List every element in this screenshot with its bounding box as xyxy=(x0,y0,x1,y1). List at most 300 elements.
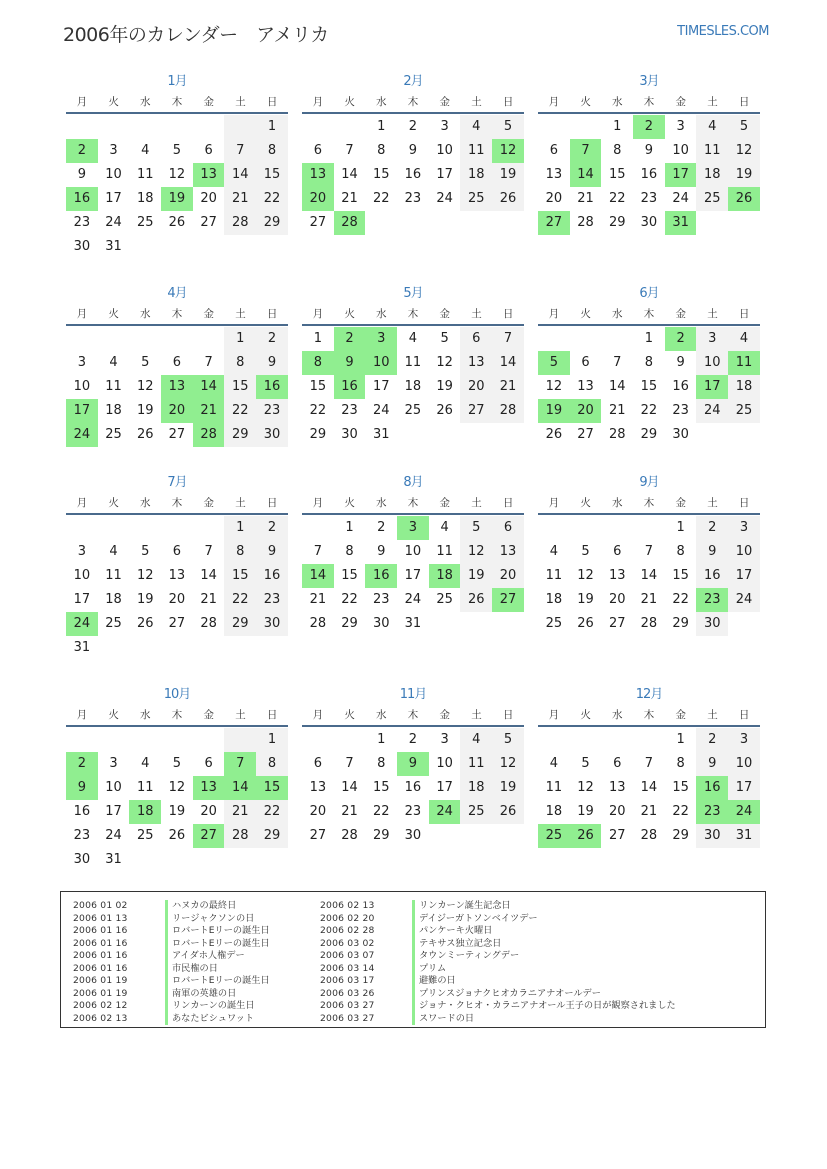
day-cell: 6 xyxy=(581,355,590,370)
day-cell: 22 xyxy=(372,804,390,819)
day-cell: 7 xyxy=(644,756,654,771)
day-cell: 5 xyxy=(492,728,524,752)
weekday-label: 火 xyxy=(580,308,591,320)
weekday-label: 金 xyxy=(439,497,450,509)
day-cell: 9 xyxy=(377,544,386,559)
day-cell: 25 xyxy=(404,403,422,418)
weekday-label: 日 xyxy=(266,709,278,721)
legend-marker xyxy=(412,975,415,988)
day-cell: 4 xyxy=(408,331,418,346)
day-cell: 11 xyxy=(460,752,492,776)
day-cell: 26 xyxy=(436,403,453,418)
day-cell: 4 xyxy=(549,756,558,771)
holiday-day-cell: 2 xyxy=(66,139,98,163)
day-cell: 2 xyxy=(696,728,728,752)
day-grid xyxy=(302,516,524,636)
day-cell: 21 xyxy=(341,191,358,206)
day-cell: 10 xyxy=(436,756,453,771)
day-cell: 23 xyxy=(404,804,422,819)
legend-row xyxy=(73,913,270,926)
legend-holiday-name: ロバートEリーの誕生日 xyxy=(172,925,270,936)
weekday-header xyxy=(538,304,760,326)
holiday-day-cell: 20 xyxy=(302,187,334,211)
day-cell: 29 xyxy=(608,215,626,230)
weekday-label: 木 xyxy=(407,308,419,320)
weekday-label: 火 xyxy=(580,497,591,509)
day-cell: 18 xyxy=(696,163,728,187)
holiday-day-cell: 9 xyxy=(397,752,429,776)
weekday-label: 日 xyxy=(502,308,514,320)
empty-day-cell xyxy=(570,728,602,752)
day-cell: 24 xyxy=(728,588,760,612)
holiday-day-cell: 3 xyxy=(365,327,397,351)
weekday-label: 月 xyxy=(76,497,88,509)
day-cell: 9 xyxy=(256,540,288,564)
day-cell: 19 xyxy=(728,163,760,187)
empty-day-cell xyxy=(633,516,665,540)
day-cell: 20 xyxy=(200,191,217,206)
empty-day-cell xyxy=(538,115,570,139)
day-cell: 3 xyxy=(676,119,685,134)
month-title: 12月 xyxy=(635,687,663,702)
day-cell: 21 xyxy=(640,804,658,819)
legend-holiday-name: タウンミーティングデー xyxy=(419,950,520,961)
empty-day-cell xyxy=(334,115,366,139)
holiday-day-cell: 15 xyxy=(256,776,288,800)
day-cell: 14 xyxy=(341,167,358,182)
day-cell: 23 xyxy=(372,592,390,607)
legend-marker xyxy=(165,913,168,926)
legend-date: 2006 01 19 xyxy=(73,987,128,999)
weekday-label: 日 xyxy=(502,96,514,108)
day-cell: 9 xyxy=(644,143,654,158)
holiday-legend xyxy=(60,891,766,1028)
day-cell: 1 xyxy=(676,732,685,747)
day-cell: 25 xyxy=(696,187,728,211)
month-block xyxy=(538,74,760,235)
day-cell: 11 xyxy=(696,139,728,163)
holiday-day-cell: 14 xyxy=(193,375,225,399)
day-cell: 21 xyxy=(577,191,594,206)
legend-row xyxy=(320,988,676,1001)
day-cell: 4 xyxy=(460,728,492,752)
day-cell: 22 xyxy=(256,800,288,824)
day-cell: 8 xyxy=(224,540,256,564)
weekday-label: 日 xyxy=(266,497,278,509)
legend-date: 2006 02 12 xyxy=(73,1000,128,1011)
weekday-label: 月 xyxy=(76,308,88,320)
empty-day-cell xyxy=(161,115,193,139)
day-cell: 6 xyxy=(204,143,213,158)
day-cell: 18 xyxy=(460,163,492,187)
weekday-label: 土 xyxy=(471,96,482,108)
day-cell: 9 xyxy=(256,351,288,375)
day-cell: 18 xyxy=(136,191,154,206)
day-cell: 16 xyxy=(256,564,288,588)
day-cell: 20 xyxy=(608,804,626,819)
holiday-day-cell: 21 xyxy=(193,399,225,423)
day-cell: 4 xyxy=(141,143,150,158)
weekday-label: 金 xyxy=(203,709,214,721)
weekday-label: 木 xyxy=(643,709,655,721)
month-block xyxy=(302,687,524,848)
holiday-day-cell: 18 xyxy=(429,564,461,588)
day-cell: 28 xyxy=(341,828,358,843)
weekday-label: 水 xyxy=(140,709,151,721)
day-cell: 19 xyxy=(168,804,186,819)
day-cell: 8 xyxy=(377,756,386,771)
day-cell: 22 xyxy=(640,403,658,418)
weekday-label: 金 xyxy=(439,709,450,721)
day-cell: 27 xyxy=(309,828,327,843)
day-cell: 7 xyxy=(644,544,654,559)
day-cell: 7 xyxy=(204,355,213,370)
legend-marker xyxy=(412,925,415,938)
day-cell: 4 xyxy=(696,115,728,139)
weekday-header xyxy=(302,493,524,515)
holiday-day-cell: 9 xyxy=(334,351,366,375)
day-cell: 14 xyxy=(492,351,524,375)
legend-row xyxy=(320,938,676,951)
weekday-label: 月 xyxy=(76,96,88,108)
day-cell: 28 xyxy=(224,211,256,235)
day-cell: 21 xyxy=(640,592,658,607)
month-title: 6月 xyxy=(639,286,659,301)
day-cell: 23 xyxy=(256,588,288,612)
day-cell: 5 xyxy=(172,756,182,771)
holiday-day-cell: 16 xyxy=(365,564,397,588)
day-cell: 10 xyxy=(404,544,422,559)
weekday-label: 水 xyxy=(376,308,387,320)
day-cell: 16 xyxy=(640,167,658,182)
month-block xyxy=(66,687,288,872)
legend-row xyxy=(320,1013,676,1026)
weekday-label: 土 xyxy=(707,709,718,721)
legend-marker xyxy=(165,938,168,951)
empty-day-cell xyxy=(538,728,570,752)
weekday-label: 水 xyxy=(612,497,623,509)
day-cell: 18 xyxy=(404,379,422,394)
legend-marker xyxy=(412,950,415,963)
legend-date: 2006 01 13 xyxy=(73,912,128,924)
day-cell: 8 xyxy=(676,756,685,771)
weekday-label: 土 xyxy=(471,709,482,721)
weekday-label: 日 xyxy=(738,709,750,721)
legend-row xyxy=(73,925,270,938)
day-cell: 11 xyxy=(136,780,154,795)
day-cell: 23 xyxy=(73,828,91,843)
weekday-header xyxy=(66,705,288,727)
weekday-label: 金 xyxy=(675,497,686,509)
month-block xyxy=(538,475,760,636)
day-cell: 31 xyxy=(105,852,122,867)
month-title: 9月 xyxy=(639,475,659,490)
weekday-label: 水 xyxy=(376,497,387,509)
weekday-label: 金 xyxy=(203,308,214,320)
day-cell: 20 xyxy=(608,592,626,607)
weekday-label: 木 xyxy=(407,96,419,108)
legend-marker xyxy=(165,1000,168,1013)
day-cell: 25 xyxy=(136,215,154,230)
weekday-label: 土 xyxy=(235,308,246,320)
legend-marker xyxy=(165,925,168,938)
weekday-label: 木 xyxy=(643,96,655,108)
day-cell: 22 xyxy=(672,804,689,819)
weekday-label: 金 xyxy=(439,308,450,320)
day-cell: 13 xyxy=(577,379,594,394)
day-cell: 30 xyxy=(73,852,91,867)
weekday-label: 木 xyxy=(407,709,419,721)
day-cell: 30 xyxy=(696,824,728,848)
weekday-header xyxy=(538,92,760,114)
weekday-label: 木 xyxy=(171,497,183,509)
empty-day-cell xyxy=(538,516,570,540)
legend-holiday-name: リンカーン誕生記念日 xyxy=(419,900,511,911)
day-cell: 22 xyxy=(608,191,626,206)
weekday-header xyxy=(66,92,288,114)
empty-day-cell xyxy=(224,728,256,752)
day-cell: 14 xyxy=(224,163,256,187)
legend-holiday-name: デイジーガトソンベイツデー xyxy=(419,912,538,924)
empty-day-cell xyxy=(570,115,602,139)
day-cell: 13 xyxy=(608,780,626,795)
holiday-day-cell: 16 xyxy=(696,776,728,800)
weekday-label: 日 xyxy=(738,308,750,320)
day-cell: 28 xyxy=(640,828,658,843)
legend-column-right xyxy=(320,900,676,1025)
day-cell: 11 xyxy=(136,167,154,182)
day-cell: 1 xyxy=(224,327,256,351)
day-cell: 6 xyxy=(549,143,558,158)
day-cell: 21 xyxy=(341,804,358,819)
holiday-day-cell: 3 xyxy=(397,516,429,540)
day-cell: 10 xyxy=(73,568,91,583)
day-cell: 29 xyxy=(341,616,358,631)
weekday-label: 金 xyxy=(203,96,214,108)
legend-holiday-name: ロバートEリーの誕生日 xyxy=(172,975,270,986)
holiday-day-cell: 23 xyxy=(696,800,728,824)
day-cell: 19 xyxy=(460,564,492,588)
day-cell: 13 xyxy=(168,568,186,583)
holiday-day-cell: 11 xyxy=(728,351,760,375)
day-cell: 6 xyxy=(313,143,322,158)
legend-row xyxy=(320,975,676,988)
day-cell: 26 xyxy=(136,427,154,442)
day-grid xyxy=(302,115,524,235)
legend-date: 2006 02 20 xyxy=(320,912,375,924)
day-cell: 17 xyxy=(404,568,422,583)
day-cell: 20 xyxy=(545,191,563,206)
day-cell: 6 xyxy=(613,756,622,771)
weekday-label: 土 xyxy=(471,308,482,320)
day-grid xyxy=(66,728,288,872)
day-cell: 7 xyxy=(313,544,322,559)
holiday-day-cell: 24 xyxy=(66,612,98,636)
day-cell: 25 xyxy=(728,399,760,423)
day-cell: 8 xyxy=(256,752,288,776)
empty-day-cell xyxy=(224,115,256,139)
day-cell: 17 xyxy=(436,167,453,182)
day-cell: 11 xyxy=(460,139,492,163)
day-grid xyxy=(66,327,288,447)
holiday-day-cell: 7 xyxy=(570,139,602,163)
day-cell: 21 xyxy=(200,592,217,607)
weekday-label: 日 xyxy=(266,96,278,108)
day-cell: 1 xyxy=(377,732,386,747)
legend-date: 2006 01 02 xyxy=(73,900,128,911)
empty-day-cell xyxy=(601,516,633,540)
legend-column-left xyxy=(73,900,270,1025)
day-cell: 25 xyxy=(105,427,122,442)
legend-date: 2006 03 27 xyxy=(320,1000,375,1011)
day-cell: 15 xyxy=(672,780,689,795)
day-cell: 9 xyxy=(408,143,418,158)
day-cell: 14 xyxy=(341,780,358,795)
day-cell: 18 xyxy=(728,375,760,399)
legend-date: 2006 01 16 xyxy=(73,962,128,974)
empty-day-cell xyxy=(302,728,334,752)
month-block xyxy=(302,286,524,447)
month-title: 5月 xyxy=(403,286,423,301)
empty-day-cell xyxy=(66,516,98,540)
day-grid xyxy=(302,728,524,848)
weekday-label: 水 xyxy=(140,308,151,320)
day-cell: 19 xyxy=(492,776,524,800)
weekday-label: 木 xyxy=(407,497,419,509)
holiday-day-cell: 17 xyxy=(66,399,98,423)
legend-holiday-name: リンカーンの誕生日 xyxy=(172,1000,255,1011)
legend-holiday-name: テキサス独立記念日 xyxy=(419,937,502,949)
day-cell: 30 xyxy=(341,427,358,442)
day-cell: 30 xyxy=(672,427,689,442)
day-cell: 8 xyxy=(644,355,654,370)
day-cell: 29 xyxy=(256,824,288,848)
day-grid xyxy=(66,516,288,660)
weekday-label: 木 xyxy=(643,497,655,509)
holiday-day-cell: 24 xyxy=(728,800,760,824)
day-cell: 21 xyxy=(492,375,524,399)
month-title: 3月 xyxy=(639,74,659,89)
holiday-day-cell: 12 xyxy=(492,139,524,163)
day-cell: 28 xyxy=(200,616,217,631)
day-cell: 23 xyxy=(640,191,658,206)
day-cell: 21 xyxy=(309,592,327,607)
day-cell: 24 xyxy=(404,592,422,607)
day-cell: 12 xyxy=(577,780,594,795)
day-cell: 26 xyxy=(577,616,594,631)
day-cell: 25 xyxy=(136,828,154,843)
day-cell: 4 xyxy=(109,355,118,370)
weekday-label: 木 xyxy=(643,308,655,320)
day-cell: 12 xyxy=(436,355,453,370)
day-cell: 2 xyxy=(377,520,386,535)
day-cell: 17 xyxy=(105,804,122,819)
legend-marker xyxy=(165,975,168,988)
legend-date: 2006 01 19 xyxy=(73,975,128,986)
day-cell: 11 xyxy=(436,544,453,559)
site-link[interactable]: TIMESLES.COM xyxy=(677,24,769,39)
holiday-day-cell: 13 xyxy=(302,163,334,187)
day-cell: 28 xyxy=(224,824,256,848)
day-cell: 18 xyxy=(545,804,563,819)
weekday-label: 月 xyxy=(548,709,560,721)
holiday-day-cell: 16 xyxy=(334,375,366,399)
holiday-day-cell: 28 xyxy=(334,211,366,235)
day-cell: 21 xyxy=(608,403,626,418)
weekday-label: 火 xyxy=(580,709,591,721)
day-cell: 14 xyxy=(640,780,658,795)
day-cell: 20 xyxy=(460,375,492,399)
day-cell: 19 xyxy=(136,403,154,418)
legend-marker xyxy=(165,950,168,963)
empty-day-cell xyxy=(570,327,602,351)
day-cell: 2 xyxy=(408,732,418,747)
weekday-label: 木 xyxy=(171,308,183,320)
day-cell: 26 xyxy=(168,215,186,230)
weekday-label: 月 xyxy=(76,709,88,721)
day-cell: 17 xyxy=(73,592,91,607)
day-cell: 3 xyxy=(728,728,760,752)
empty-day-cell xyxy=(334,728,366,752)
day-cell: 2 xyxy=(408,119,418,134)
holiday-day-cell: 24 xyxy=(66,423,98,447)
legend-date: 2006 03 26 xyxy=(320,987,375,999)
day-cell: 22 xyxy=(341,592,358,607)
weekday-header xyxy=(538,705,760,727)
empty-day-cell xyxy=(601,728,633,752)
day-cell: 23 xyxy=(404,191,422,206)
day-cell: 10 xyxy=(105,167,122,182)
legend-row xyxy=(320,950,676,963)
weekday-label: 火 xyxy=(108,497,119,509)
legend-row xyxy=(73,938,270,951)
day-cell: 29 xyxy=(224,612,256,636)
weekday-label: 火 xyxy=(344,96,355,108)
day-cell: 26 xyxy=(168,828,186,843)
day-cell: 12 xyxy=(168,167,186,182)
day-cell: 15 xyxy=(309,379,327,394)
day-cell: 4 xyxy=(549,544,558,559)
weekday-header xyxy=(302,304,524,326)
day-grid xyxy=(302,327,524,447)
holiday-day-cell: 31 xyxy=(665,211,697,235)
day-cell: 12 xyxy=(136,568,154,583)
day-cell: 15 xyxy=(608,167,626,182)
holiday-day-cell: 17 xyxy=(696,375,728,399)
day-cell: 16 xyxy=(672,379,689,394)
holiday-day-cell: 18 xyxy=(129,800,161,824)
day-cell: 23 xyxy=(73,215,91,230)
holiday-day-cell: 14 xyxy=(302,564,334,588)
day-cell: 12 xyxy=(545,379,563,394)
empty-day-cell xyxy=(601,327,633,351)
day-cell: 8 xyxy=(676,544,685,559)
day-cell: 31 xyxy=(73,640,91,655)
day-cell: 28 xyxy=(608,427,626,442)
day-cell: 19 xyxy=(436,379,453,394)
day-cell: 20 xyxy=(200,804,217,819)
day-cell: 2 xyxy=(256,327,288,351)
day-cell: 26 xyxy=(492,187,524,211)
day-cell: 5 xyxy=(440,331,449,346)
empty-day-cell xyxy=(193,728,225,752)
day-cell: 25 xyxy=(105,616,122,631)
legend-row xyxy=(320,900,676,913)
day-cell: 30 xyxy=(256,612,288,636)
legend-marker xyxy=(412,1000,415,1013)
day-cell: 12 xyxy=(136,379,154,394)
day-cell: 6 xyxy=(460,327,492,351)
